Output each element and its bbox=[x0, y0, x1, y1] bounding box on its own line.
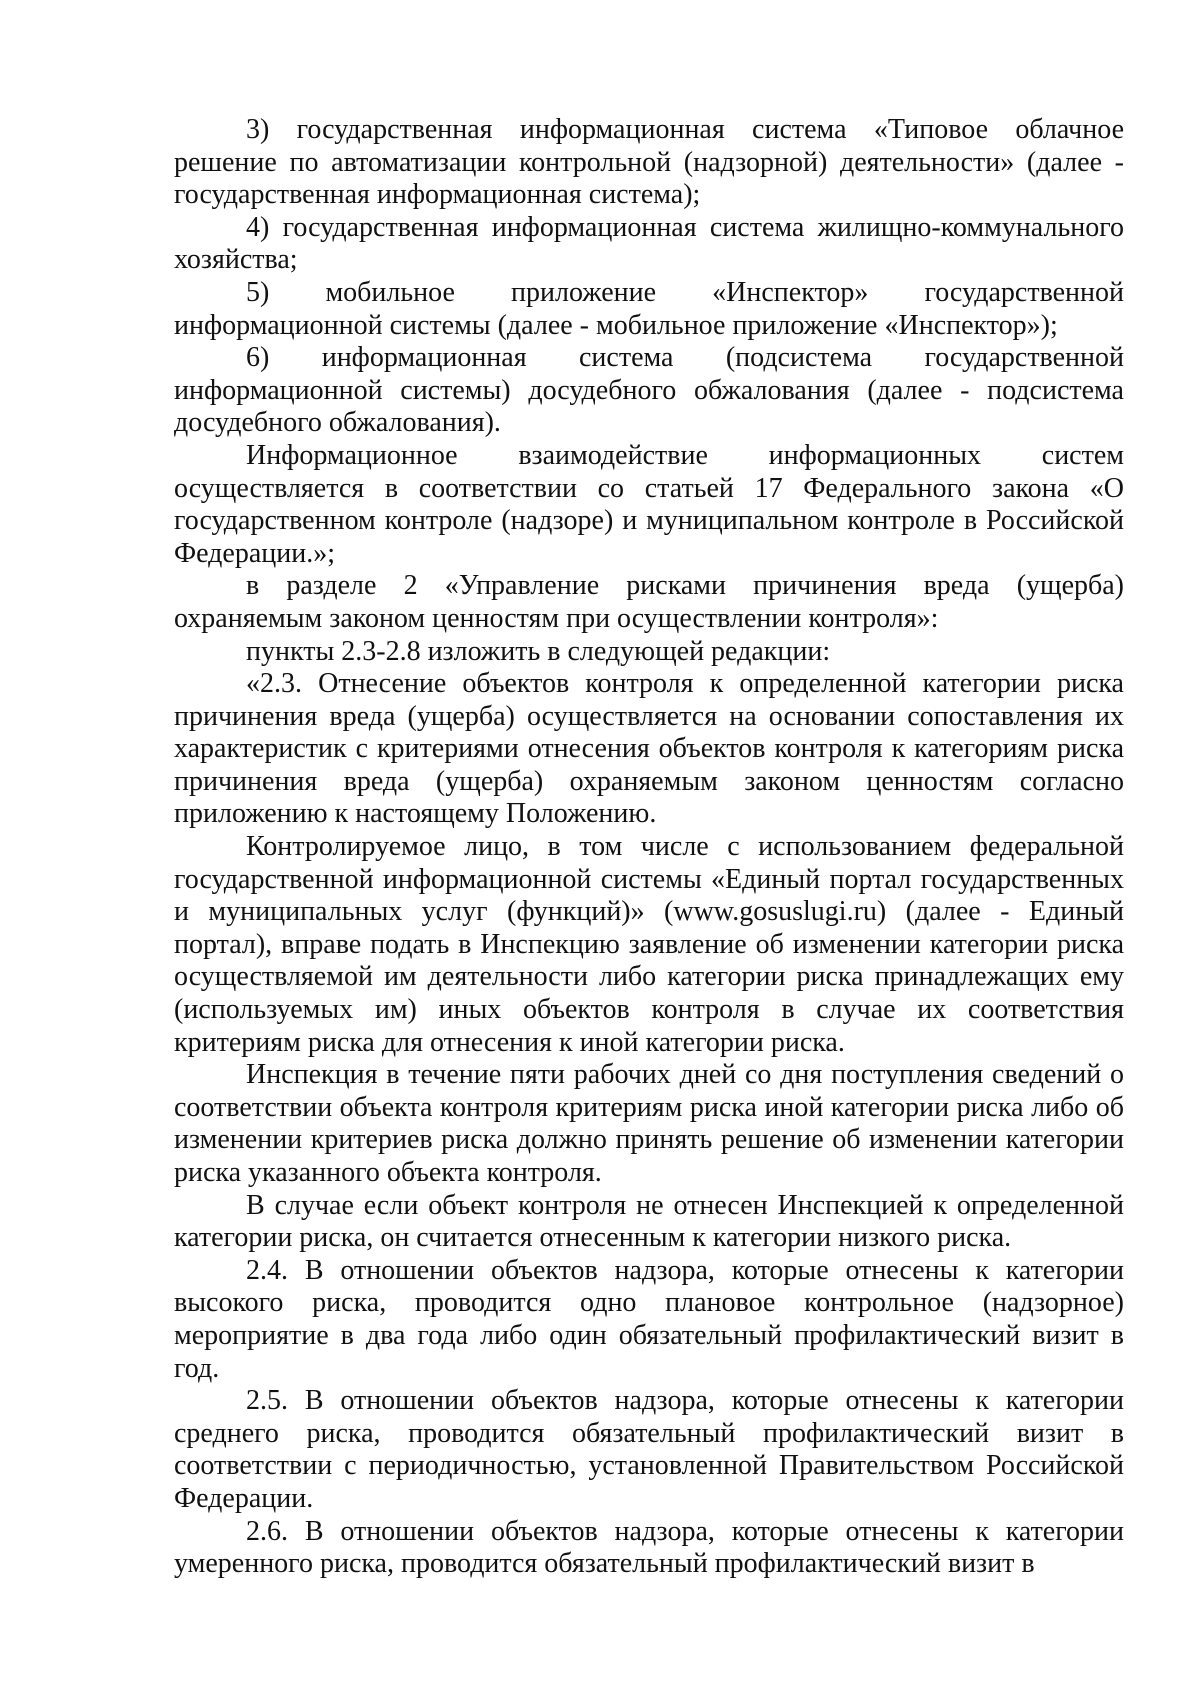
paragraph-2-6: 2.6. В отношении объектов надзора, которые отнесены к категории умеренного риска, проводится обязательный профилактический визит в bbox=[174, 1515, 1124, 1580]
paragraph-low-risk-default: В случае если объект контроля не отнесен Инспекцией к определенной категории риска, он считается отнесенным к категории низкого риска. bbox=[174, 1189, 1124, 1254]
paragraph-2-3: «2.3. Отнесение объектов контроля к определенной категории риска причинения вреда (ущерба) осуществляется на основании сопоставления их характеристик с критериями отнесения объектов контроля к категориям риска причинения вреда (ущерба) охраняемым законом ценностям согласно приложению к настоящему Положению. bbox=[174, 668, 1124, 830]
paragraph-item-4: 4) государственная информационная система жилищно-коммунального хозяйства; bbox=[174, 211, 1124, 276]
paragraph-section-2: в разделе 2 «Управление рисками причинения вреда (ущерба) охраняемым законом ценностям при осуществлении контроля»: bbox=[174, 570, 1124, 634]
document-body bbox=[174, 114, 1124, 1581]
paragraph-points-2-3-2-8: пункты 2.3-2.8 изложить в следующей редакции: bbox=[246, 635, 831, 667]
paragraph-item-6: 6) информационная система (подсистема государственной информационной системы) досудебного обжалования (далее - подсистема досудебного обжалования). bbox=[174, 342, 1124, 439]
paragraph-inspection-decision: Инспекция в течение пяти рабочих дней со дня поступления сведений о соответствии объекта контроля критериям риска иной категории риска либо об изменении критериев риска должно принять решение об изменении категории риска указанного объекта контроля. bbox=[174, 1059, 1124, 1188]
paragraph-info-interaction: Информационное взаимодействие информационных систем осуществляется в соответствии со статьей 17 Федерального закона «О государственном контроле (надзоре) и муниципальном контроле в Российской Федерации.»; bbox=[174, 439, 1124, 569]
paragraph-2-4: 2.4. В отношении объектов надзора, которые отнесены к категории высокого риска, проводится одно плановое контрольное (надзорное) мероприятие в два года либо один обязательный профилактический визит в год. bbox=[174, 1254, 1124, 1384]
paragraph-controlled-person: Контролируемое лицо, в том числе с использованием федеральной государственной информационной системы «Единый портал государственных и муниципальных услуг (функций)» (www.gosuslugi.ru) (далее - Единый портал), вправе подать в Инспекцию заявление об изменении категории риска осуществляемой им деятельности либо категории риска принадлежащих ему (используемых им) иных объектов контроля в случае их соответствия критериям риска для отнесения к иной категории риска. bbox=[174, 831, 1124, 1058]
paragraph-item-3: 3) государственная информационная система «Типовое облачное решение по автоматизации контрольной (надзорной) деятельности» (далее - государственная информационная система); bbox=[174, 114, 1124, 211]
paragraph-item-5: 5) мобильное приложение «Инспектор» государственной информационной системы (далее - мобильное приложение «Инспектор»); bbox=[174, 276, 1124, 341]
paragraph-2-5: 2.5. В отношении объектов надзора, которые отнесены к категории среднего риска, проводится обязательный профилактический визит в соответствии с периодичностью, установленной Правительством Российской Федерации. bbox=[174, 1385, 1124, 1514]
